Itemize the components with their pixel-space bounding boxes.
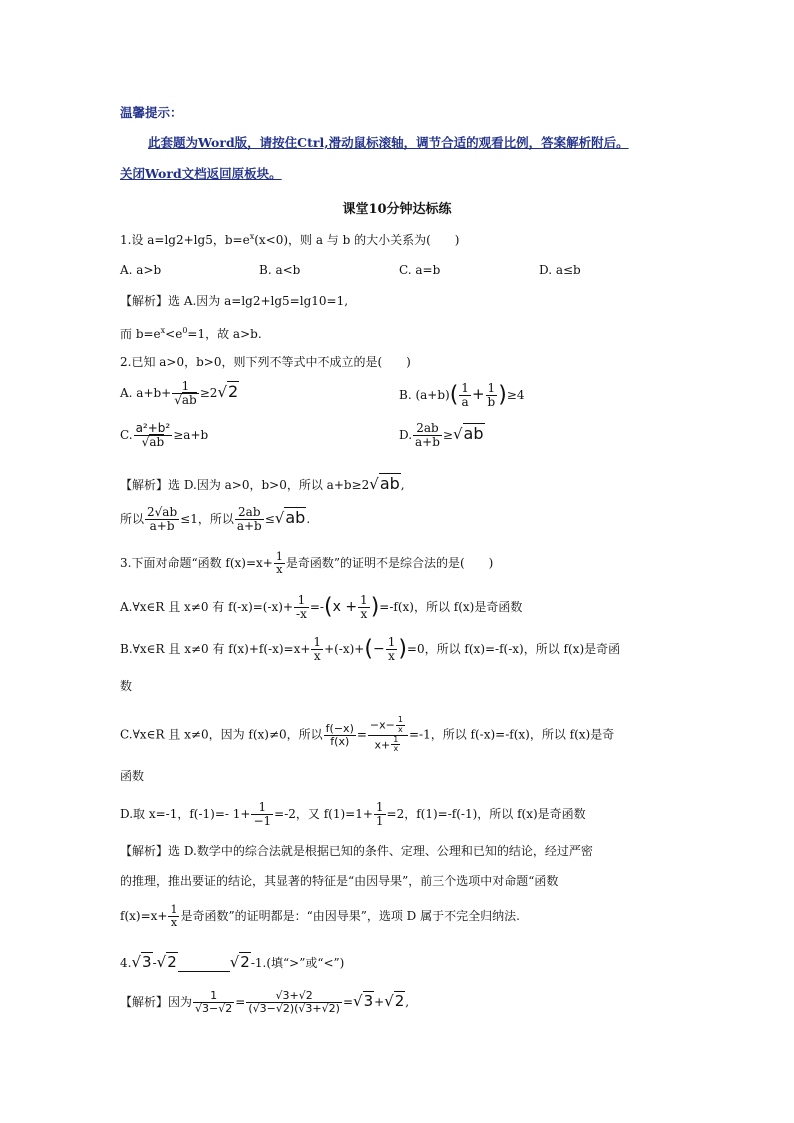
q1-option-a: A. a>b xyxy=(120,263,162,277)
q3-answer-line-2: 的推理，推出要证的结论，其显著的特征是“由因导果”，前三个选项中对命题“函数 xyxy=(120,874,559,888)
q1-option-c: C. a=b xyxy=(399,263,441,277)
q1-option-d: D. a≤b xyxy=(539,263,581,277)
q1-answer-line-2: 而 $b=e^x<e^0=1$，故 a>b. xyxy=(120,326,262,341)
q3-option-b: B.∀x∈R 且 x≠0 有 f(x)+f(-x)=x+ $\frac{1}{x}$ +(-x)+(− $\frac{1}{x}$ )=0，所以 f(x)=-f(-x)，所以 f(x)是奇函 xyxy=(120,635,621,664)
q2-option-a: A. a+b+ $\frac{1}{√ab}$ ≥2√2 xyxy=(120,379,239,408)
q2-option-c: C. $\frac{\text{a²+b²}}{√ab}$ ≥a+b xyxy=(120,421,209,450)
q1-option-b: B. a<b xyxy=(259,263,301,277)
q3-answer-line-1: 【解析】选 D.数学中的综合法就是根据已知的条件、定理、公理和已知的结论，经过严密 xyxy=(120,844,593,858)
section-title: 课堂10分钟达标练 xyxy=(342,202,452,217)
q3-option-a: A.∀x∈R 且 x≠0 有 f(-x)=(-x)+ $\frac{1}{-x}$ =-(x + $\frac{1}{x}$ )=-f(x)，所以 f(x)是奇函数 xyxy=(120,593,523,622)
tip-title: 温馨提示： xyxy=(120,105,183,120)
q1-stem: 1.设 a=lg2+lg5，$b=e^x(x<0)$，则 a 与 b 的大小关系为( ) xyxy=(120,232,460,247)
q1-answer-line-1: 【解析】选 A.因为 a=lg2+lg5=lg10=1, xyxy=(120,294,349,308)
q2-answer-line-1: 【解析】选 D.因为 a>0，b>0，所以 a+b≥2√ab, xyxy=(120,474,405,493)
q3-option-d: D.取 x=-1，f(-1)=- 1+ $\frac{1}{-1}$ =-2，又 f(1)=1+ $\frac{1}{1}$ =2，f(1)=-f(-1)，所以 f(x)是奇函数 xyxy=(120,800,586,829)
q2-answer-line-2: 所以 $\frac{2√ab}{a+b}$ ≤1，所以 $\frac{2ab}{a+b}$ ≤√ab. xyxy=(120,505,311,534)
q4-answer: 【解析】因为 $\frac{1}{√3-√2}$ = $\frac{√3+√2}{(√3-√2)(√3+√2)}$ =√3+√2, xyxy=(120,989,410,1016)
q2-stem: 2.已知 a>0，b>0，则下列不等式中不成立的是( ) xyxy=(120,355,411,369)
q3-option-b-wrap: 数 xyxy=(120,679,133,693)
q2-option-b: B. (a+b)( $\frac{1}{a}$ + $\frac{1}{b}$ )≥4 xyxy=(399,381,525,410)
q2-option-d: D. $\frac{2ab}{a+b}$ ≥√ab xyxy=(399,421,484,450)
q3-answer-line-3: f(x)=x+ $\frac{1}{x}$ 是奇函数”的证明都是：“由因导果”，选项 D 属于不完全归纳法. xyxy=(120,903,520,930)
q3-option-c-wrap: 函数 xyxy=(120,769,145,783)
tip-line-2: 关闭Word文档返回原板块。 xyxy=(120,166,282,181)
tip-line-1: 此套题为Word版，请按住Ctrl,滑动鼠标滚轴，调节合适的观看比例，答案解析附后。 xyxy=(148,135,629,150)
q4-stem: 4.√3-√2 √2-1.(填“>”或“<”) xyxy=(120,953,345,971)
q3-stem: 3.下面对命题“函数 f(x)=x+ $\frac{1}{x}$ 是奇函数”的证明不是综合法的是( ) xyxy=(120,550,494,577)
q3-option-c: C.∀x∈R 且 x≠0，因为 f(x)≠0，所以 $\frac{f(-x)}{f(x)}$ = −x− $\frac{1}{x}$ x+ $\frac{1}{x}$ =-1，所以 f(-x)=-f(x)，所以 f(x)是奇 xyxy=(120,715,615,754)
q4-answer-blank xyxy=(178,957,230,972)
